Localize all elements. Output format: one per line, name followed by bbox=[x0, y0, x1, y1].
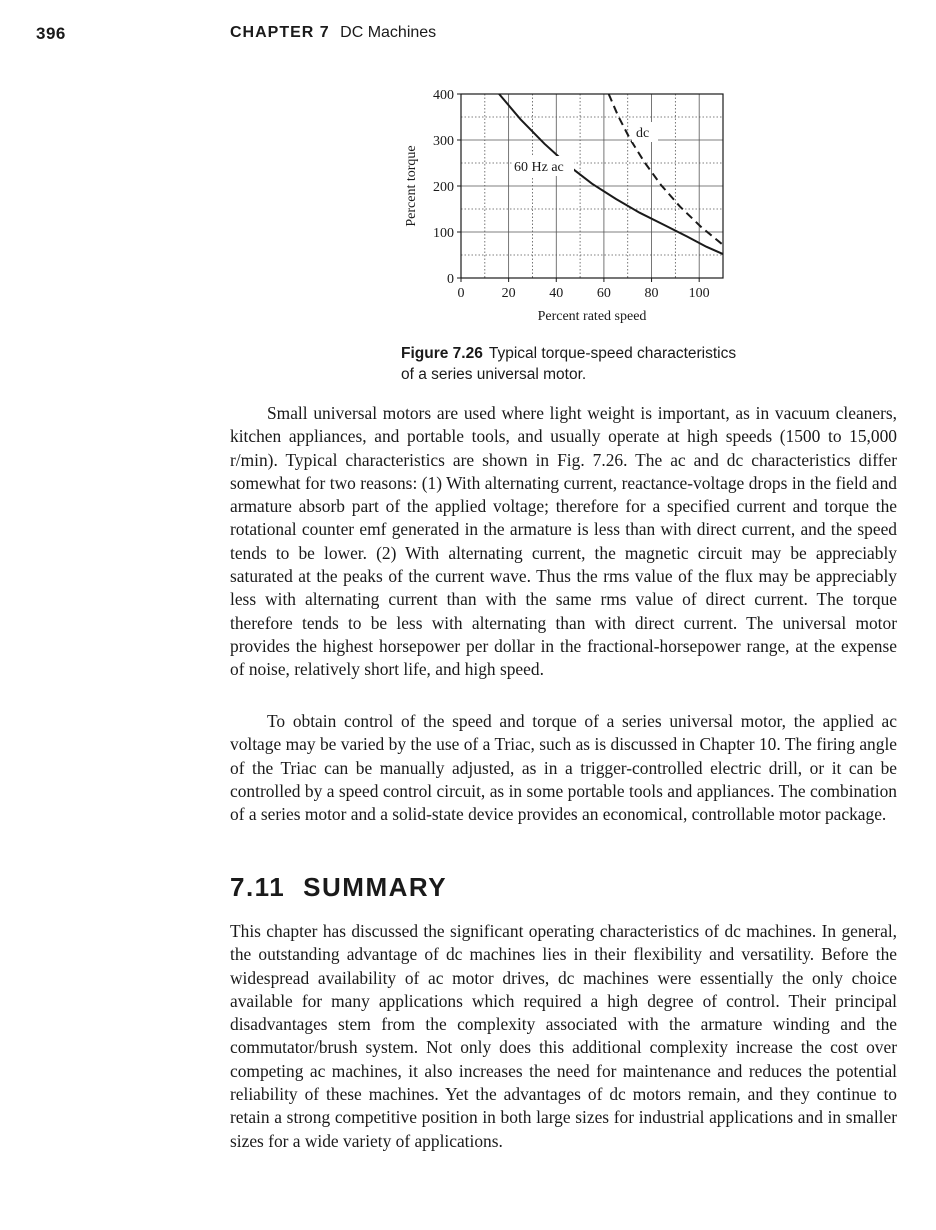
x-axis-title: Percent rated speed bbox=[537, 309, 647, 324]
paragraph-speed-control: To obtain control of the speed and torque of a series universal motor, the applied ac voltage may be varied by the use of a Triac, such as is discussed in Chapter 10. The firing angle of the Triac can be manually adjusted, as in a trigger-controlled electric drill, or it can be controlled by a speed control circuit, as in some portable tools and appliances. The combination of a series motor and a solid-state device provides an economical, controllable motor package. bbox=[230, 711, 897, 825]
y-axis-title: Percent torque bbox=[404, 145, 419, 227]
chapter-label: CHAPTER 7 bbox=[230, 24, 330, 41]
paragraph-summary: This chapter has discussed the significant operating characteristics of dc machines. In general, the outstanding advantage of dc machines lies in their flexibility and versatility. Before the widespread availability of ac motor drives, dc machines were essentially the only choice available for many applications which required a high degree of control. Their principal disadvantages stem from the complexity associated with the armature winding and the commutator/brush system. Not only does this additional complexity increase the cost over competing ac machines, it also increases the need for maintenance and reduces the potential reliability of these machines. Yet the advantages of dc motors remain, and they continue to retain a strong competitive position in both large sizes for industrial applications and in smaller sizes for a wide variety of applications. bbox=[230, 921, 897, 1151]
y-tick-label: 300 bbox=[433, 134, 454, 149]
figure-caption-text: Typical torque-speed characteristics of a series universal motor. bbox=[401, 345, 737, 383]
running-head bbox=[230, 24, 436, 42]
x-tick-label: 0 bbox=[457, 286, 465, 301]
section-title: SUMMARY bbox=[303, 872, 448, 902]
figure-caption-label: Figure 7.26 bbox=[401, 345, 483, 362]
figure-7-26 bbox=[395, 84, 755, 330]
torque-speed-chart bbox=[395, 84, 755, 330]
page-header bbox=[0, 24, 936, 48]
y-tick-label: 400 bbox=[433, 88, 454, 103]
paragraph-universal-motors: Small universal motors are used where light weight is important, as in vacuum cleaners, kitchen appliances, and portable tools, and usually operate at high speeds (1500 to 15,000 r/min). Typical characteristics are shown in Fig. 7.26. The ac and dc characteristics differ somewhat for two reasons: (1) With alternating current, reactance-voltage drops in the field and armature absorb part of the applied voltage; therefore for a specified current and torque the rotational counter emf generated in the armature is less than with direct current, and the speed tends to be lower. (2) With alternating current, the magnetic circuit may be appreciably saturated at the peaks of the current wave. Thus the rms value of the flux may be appreciably less with alternating current than with the same rms value of direct current. The torque therefore tends to be less with alternating than with direct current. The universal motor provides the highest horsepower per dollar in the fractional-horsepower range, at the expense of noise, relatively short life, and high speed. bbox=[230, 403, 897, 680]
chapter-title: DC Machines bbox=[340, 24, 437, 41]
page-number: 396 bbox=[36, 24, 66, 43]
figure-caption bbox=[401, 343, 741, 385]
x-tick-label: 80 bbox=[644, 286, 659, 301]
x-tick-label: 40 bbox=[549, 286, 564, 301]
x-tick-label: 20 bbox=[501, 286, 516, 301]
y-tick-label: 0 bbox=[447, 272, 454, 287]
section-number: 7.11 bbox=[230, 872, 286, 902]
section-heading bbox=[230, 872, 447, 903]
dc-curve-label: dc bbox=[636, 126, 650, 141]
y-tick-label: 100 bbox=[433, 226, 454, 241]
y-tick-label: 200 bbox=[433, 180, 454, 195]
x-tick-label: 60 bbox=[596, 286, 611, 301]
ac-curve-label: 60 Hz ac bbox=[514, 160, 564, 175]
x-tick-label: 100 bbox=[688, 286, 710, 301]
